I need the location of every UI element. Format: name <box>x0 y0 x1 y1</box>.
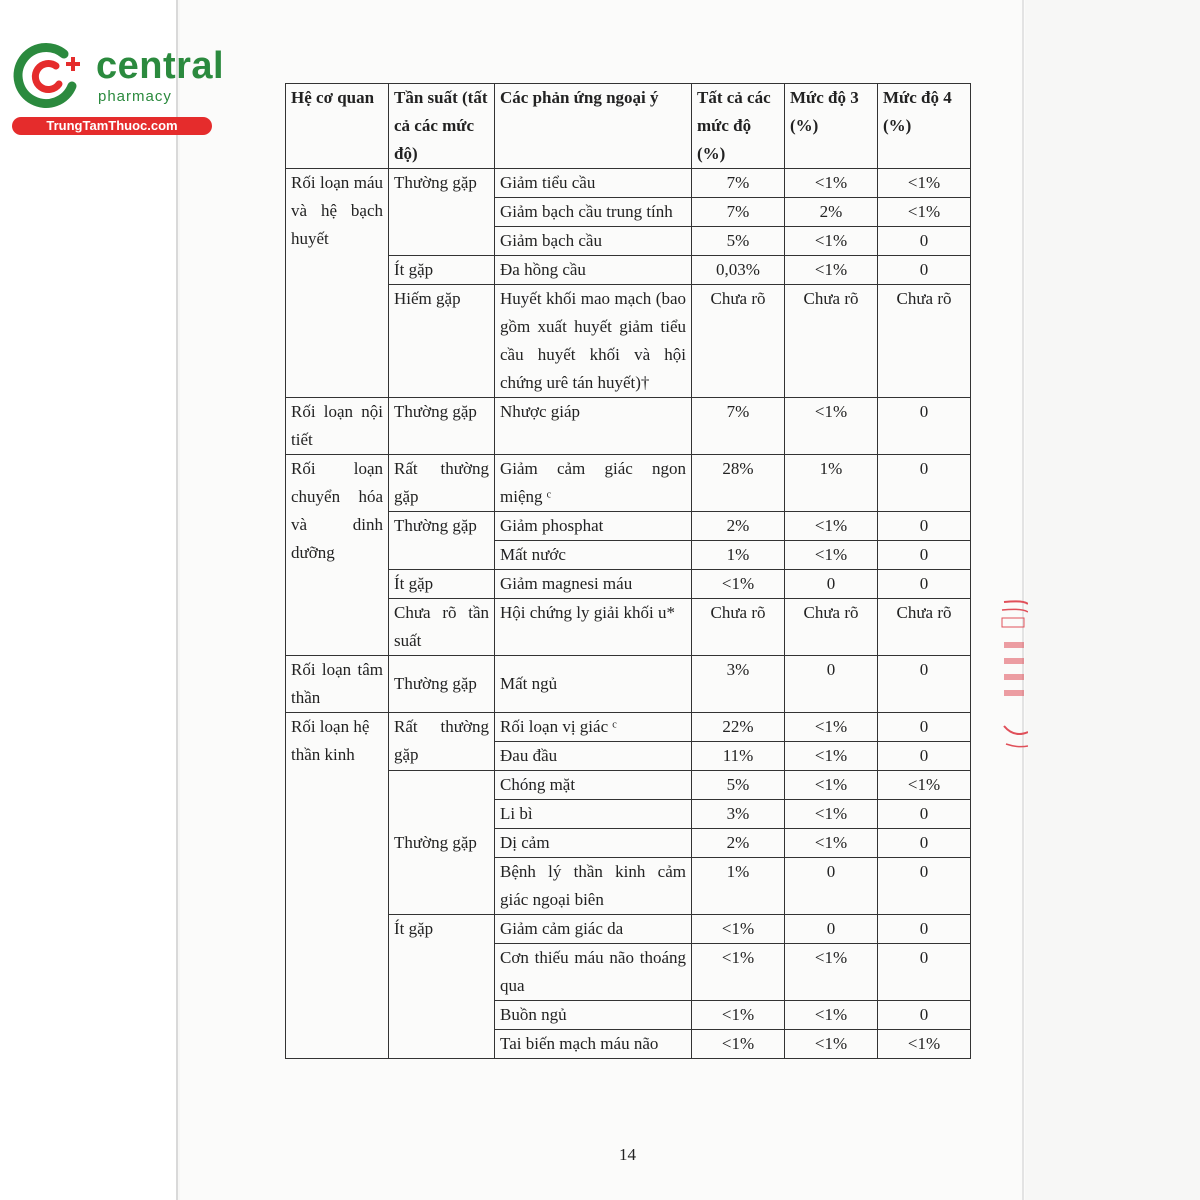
table-row <box>286 455 971 512</box>
all-grades-cell: Chưa rõ <box>692 285 785 398</box>
reaction-cell: Rối loạn vị giác ᶜ <box>495 713 692 742</box>
logo-url-badge: TrungTamThuoc.com <box>12 117 212 135</box>
frequency-cell: Thường gặp <box>389 771 495 915</box>
page-margin <box>0 0 178 1200</box>
table-row <box>286 512 971 541</box>
grade-3-cell: <1% <box>785 771 878 800</box>
reaction-cell: Giảm bạch cầu <box>495 227 692 256</box>
all-grades-cell: 5% <box>692 771 785 800</box>
grade-3-cell: <1% <box>785 713 878 742</box>
grade-4-cell: Chưa rõ <box>878 285 971 398</box>
all-grades-cell: 0,03% <box>692 256 785 285</box>
all-grades-cell: 7% <box>692 198 785 227</box>
reaction-cell: Giảm tiểu cầu <box>495 169 692 198</box>
all-grades-cell: Chưa rõ <box>692 599 785 656</box>
reaction-cell: Đa hồng cầu <box>495 256 692 285</box>
grade-4-cell: 0 <box>878 570 971 599</box>
all-grades-cell: 5% <box>692 227 785 256</box>
grade-4-cell: 0 <box>878 512 971 541</box>
reaction-cell: Giảm phosphat <box>495 512 692 541</box>
all-grades-cell: 2% <box>692 829 785 858</box>
frequency-cell: Rất thường gặp <box>389 455 495 512</box>
reaction-cell: Chóng mặt <box>495 771 692 800</box>
all-grades-cell: 7% <box>692 169 785 198</box>
all-grades-cell: 11% <box>692 742 785 771</box>
grade-4-cell: <1% <box>878 198 971 227</box>
table-row <box>286 256 971 285</box>
table-row <box>286 771 971 800</box>
grade-3-cell: <1% <box>785 512 878 541</box>
grade-4-cell: Chưa rõ <box>878 599 971 656</box>
header-grade-4: Mức độ 4 (%) <box>878 84 971 169</box>
reaction-cell: Nhược giáp <box>495 398 692 455</box>
reaction-cell: Bệnh lý thần kinh cảm giác ngoại biên <box>495 858 692 915</box>
frequency-cell: Rất thường gặp <box>389 713 495 771</box>
reaction-cell: Li bì <box>495 800 692 829</box>
frequency-cell: Thường gặp <box>389 512 495 570</box>
header-organ-system: Hệ cơ quan <box>286 84 389 169</box>
table-header-row <box>286 84 971 169</box>
all-grades-cell: 3% <box>692 800 785 829</box>
grade-4-cell: 0 <box>878 742 971 771</box>
table-row <box>286 285 971 398</box>
grade-4-cell: 0 <box>878 713 971 742</box>
page-number: 14 <box>619 1145 636 1164</box>
grade-3-cell: 0 <box>785 858 878 915</box>
reaction-cell: Buồn ngủ <box>495 1001 692 1030</box>
header-grade-3: Mức độ 3 (%) <box>785 84 878 169</box>
grade-4-cell: 0 <box>878 227 971 256</box>
reaction-cell: Mất ngủ <box>495 656 692 713</box>
reaction-cell: Đau đầu <box>495 742 692 771</box>
all-grades-cell: <1% <box>692 944 785 1001</box>
logo-brand-name: central <box>96 45 225 87</box>
frequency-cell: Ít gặp <box>389 256 495 285</box>
grade-3-cell: <1% <box>785 541 878 570</box>
frequency-cell: Thường gặp <box>389 656 495 713</box>
all-grades-cell: <1% <box>692 1001 785 1030</box>
grade-4-cell: 0 <box>878 829 971 858</box>
table-row <box>286 570 971 599</box>
stamp-seal-icon <box>998 598 1028 753</box>
all-grades-cell: <1% <box>692 1030 785 1059</box>
table-row <box>286 169 971 198</box>
reaction-cell: Giảm bạch cầu trung tính <box>495 198 692 227</box>
table-row <box>286 398 971 455</box>
table-row <box>286 915 971 944</box>
organ-system-cell: Rối loạn chuyển hóa và dinh dưỡng <box>286 455 389 656</box>
grade-3-cell: <1% <box>785 829 878 858</box>
reaction-cell: Giảm cảm giác da <box>495 915 692 944</box>
grade-3-cell: Chưa rõ <box>785 599 878 656</box>
table-row <box>286 713 971 742</box>
red-stamp-fragment <box>998 598 1028 753</box>
grade-3-cell: <1% <box>785 169 878 198</box>
grade-3-cell: <1% <box>785 1030 878 1059</box>
grade-4-cell: <1% <box>878 1030 971 1059</box>
all-grades-cell: 3% <box>692 656 785 713</box>
grade-3-cell: <1% <box>785 398 878 455</box>
all-grades-cell: 7% <box>692 398 785 455</box>
grade-4-cell: 0 <box>878 455 971 512</box>
grade-4-cell: 0 <box>878 541 971 570</box>
all-grades-cell: 2% <box>692 512 785 541</box>
central-pharmacy-logo-icon <box>12 40 84 112</box>
grade-4-cell: 0 <box>878 256 971 285</box>
central-pharmacy-logo <box>10 38 225 138</box>
reaction-cell: Giảm cảm giác ngon miệng ᶜ <box>495 455 692 512</box>
reaction-cell: Mất nước <box>495 541 692 570</box>
reaction-cell: Dị cảm <box>495 829 692 858</box>
grade-4-cell: 0 <box>878 858 971 915</box>
organ-system-cell: Rối loạn nội tiết <box>286 398 389 455</box>
all-grades-cell: 1% <box>692 541 785 570</box>
page-edge-line <box>176 0 178 1200</box>
grade-4-cell: 0 <box>878 800 971 829</box>
reaction-cell: Huyết khối mao mạch (bao gồm xuất huyết giảm tiểu cầu huyết khối và hội chứng urê tán huyết)† <box>495 285 692 398</box>
grade-3-cell: <1% <box>785 256 878 285</box>
grade-4-cell: 0 <box>878 1001 971 1030</box>
header-frequency: Tần suất (tất cả các mức độ) <box>389 84 495 169</box>
grade-4-cell: 0 <box>878 398 971 455</box>
grade-3-cell: <1% <box>785 227 878 256</box>
frequency-cell: Hiếm gặp <box>389 285 495 398</box>
organ-system-cell: Rối loạn hệ thần kinh <box>286 713 389 1059</box>
grade-3-cell: 0 <box>785 570 878 599</box>
table-row <box>286 599 971 656</box>
grade-3-cell: <1% <box>785 944 878 1001</box>
frequency-cell: Ít gặp <box>389 570 495 599</box>
all-grades-cell: <1% <box>692 915 785 944</box>
grade-4-cell: 0 <box>878 656 971 713</box>
frequency-cell: Chưa rõ tần suất <box>389 599 495 656</box>
grade-3-cell: <1% <box>785 742 878 771</box>
reaction-cell: Giảm magnesi máu <box>495 570 692 599</box>
grade-4-cell: <1% <box>878 169 971 198</box>
all-grades-cell: 1% <box>692 858 785 915</box>
header-reaction: Các phản ứng ngoại ý <box>495 84 692 169</box>
grade-3-cell: 0 <box>785 656 878 713</box>
all-grades-cell: 22% <box>692 713 785 742</box>
all-grades-cell: <1% <box>692 570 785 599</box>
logo-subtitle: pharmacy <box>98 88 172 105</box>
header-all-grades: Tất cả các mức độ (%) <box>692 84 785 169</box>
grade-3-cell: 2% <box>785 198 878 227</box>
reaction-cell: Cơn thiếu máu não thoáng qua <box>495 944 692 1001</box>
frequency-cell: Thường gặp <box>389 398 495 455</box>
reaction-cell: Hội chứng ly giải khối u* <box>495 599 692 656</box>
grade-3-cell: 1% <box>785 455 878 512</box>
reaction-cell: Tai biến mạch máu não <box>495 1030 692 1059</box>
frequency-cell: Ít gặp <box>389 915 495 1059</box>
all-grades-cell: 28% <box>692 455 785 512</box>
table-row <box>286 656 971 713</box>
grade-3-cell: <1% <box>785 800 878 829</box>
organ-system-cell: Rối loạn tâm thần <box>286 656 389 713</box>
grade-4-cell: <1% <box>878 771 971 800</box>
adverse-reactions-table <box>285 83 971 1059</box>
grade-4-cell: 0 <box>878 915 971 944</box>
grade-3-cell: <1% <box>785 1001 878 1030</box>
grade-3-cell: 0 <box>785 915 878 944</box>
frequency-cell: Thường gặp <box>389 169 495 256</box>
organ-system-cell: Rối loạn máu và hệ bạch huyết <box>286 169 389 398</box>
grade-3-cell: Chưa rõ <box>785 285 878 398</box>
grade-4-cell: 0 <box>878 944 971 1001</box>
